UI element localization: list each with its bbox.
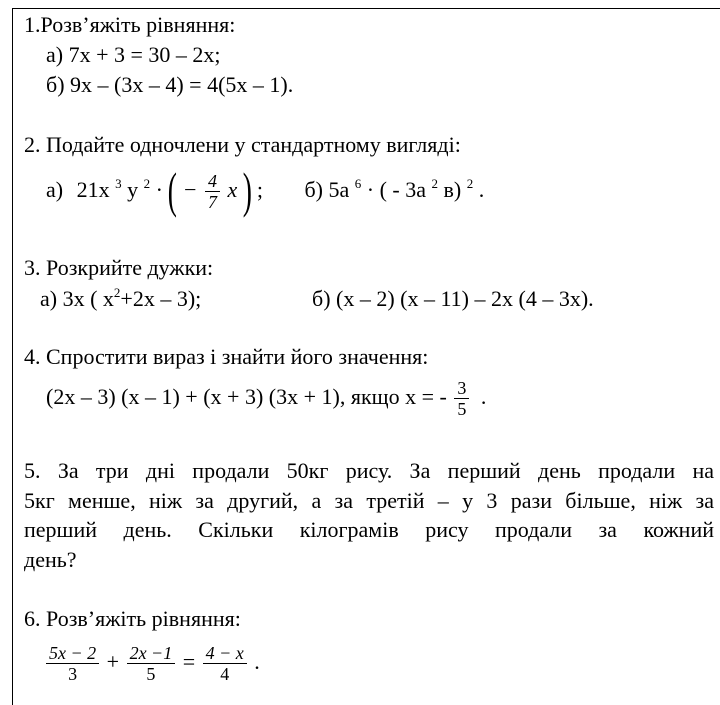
task6-f1-den: 3 (68, 664, 78, 685)
task4-frac-num: 3 (454, 378, 469, 399)
task5-line: 5кг менше, ніж за другий, а за третій – у 3 рази більше, ніж за (24, 487, 714, 513)
task1-item-a: а) 7х + 3 = 30 – 2х; (46, 42, 221, 67)
task4-end: . (480, 384, 487, 409)
task2-b-mid: · ( - 3а (366, 177, 427, 202)
task6-fraction-1 (46, 643, 99, 684)
task2-b-mid2: в) (443, 177, 462, 202)
task2-b-end: . (478, 177, 485, 202)
task3-item-b: б) (х – 2) (х – 11) – 2х (4 – 3х). (312, 286, 594, 311)
task6-f1-num: 5x − 2 (46, 643, 99, 664)
task2-a-y: у (127, 177, 139, 202)
task4-frac-den: 5 (457, 399, 467, 420)
task4-title: 4. Спростити вираз і знайти його значення: (24, 344, 429, 369)
task6-fraction-2 (127, 643, 176, 684)
task2-a-label: а) (46, 177, 64, 202)
task6-f3-den: 4 (220, 664, 230, 685)
task4-expression (46, 374, 486, 420)
task6-eq: = (182, 649, 196, 674)
task6-f2-num: 2x −1 (127, 643, 176, 664)
left-paren: ( (168, 161, 178, 218)
task2-a-minus: − (182, 177, 198, 202)
task6-plus: + (106, 649, 120, 674)
right-paren: ) (242, 161, 252, 218)
task2-b-exp2: 2 (431, 176, 439, 191)
task3-item-a (40, 286, 201, 312)
task6-fraction-3 (203, 643, 247, 684)
task4-fraction (454, 378, 469, 419)
task5-line: 5. За три дні продали 50кг рису. За перший день продали на (24, 458, 714, 483)
task2-a-exp1: 3 (115, 176, 122, 191)
task4-expr: (2х – 3) (х – 1) + (х + 3) (3х + 1), якщо х = - (46, 384, 447, 409)
task2-a-var: x (227, 177, 238, 202)
task3-a-exp: 2 (113, 285, 121, 300)
task6-f3-num: 4 − x (203, 643, 247, 664)
task3-title: 3. Розкрийте дужки: (24, 255, 214, 280)
task6-title: 6. Розв’яжіть рівняння: (24, 606, 241, 631)
task2-b-exp1: 6 (354, 176, 362, 191)
task2-a-coef: 21х (76, 177, 110, 202)
task2-a-frac-den: 7 (207, 192, 217, 213)
task6-equation (44, 636, 260, 688)
task2-a-frac-num: 4 (205, 171, 220, 192)
task5-line: день? (24, 546, 77, 572)
task2-items (46, 161, 485, 218)
task2-b-label: б) 5а (304, 177, 350, 202)
task6-f2-den: 5 (146, 664, 156, 685)
task5-paragraph (24, 456, 714, 574)
task3-a-post: +2х – 3); (120, 286, 202, 311)
task6-end: . (254, 649, 260, 674)
task2-title: 2. Подайте одночлени у стандартному вигляді: (24, 132, 461, 157)
task2-a-exp2: 2 (143, 176, 151, 191)
task1-title: 1.Розв’яжіть рівняння: (24, 12, 236, 37)
task3-a-pre: а) 3х ( х (40, 286, 114, 311)
task2-a-dot: · (155, 177, 163, 202)
task2-a-fraction (205, 171, 220, 212)
task2-b-exp3: 2 (466, 176, 474, 191)
task1-item-b: б) 9х – (3х – 4) = 4(5х – 1). (46, 72, 294, 97)
task2-a-end: ; (256, 177, 263, 202)
task5-line: перший день. Скільки кілограмів рису продали за кожний (24, 517, 714, 542)
